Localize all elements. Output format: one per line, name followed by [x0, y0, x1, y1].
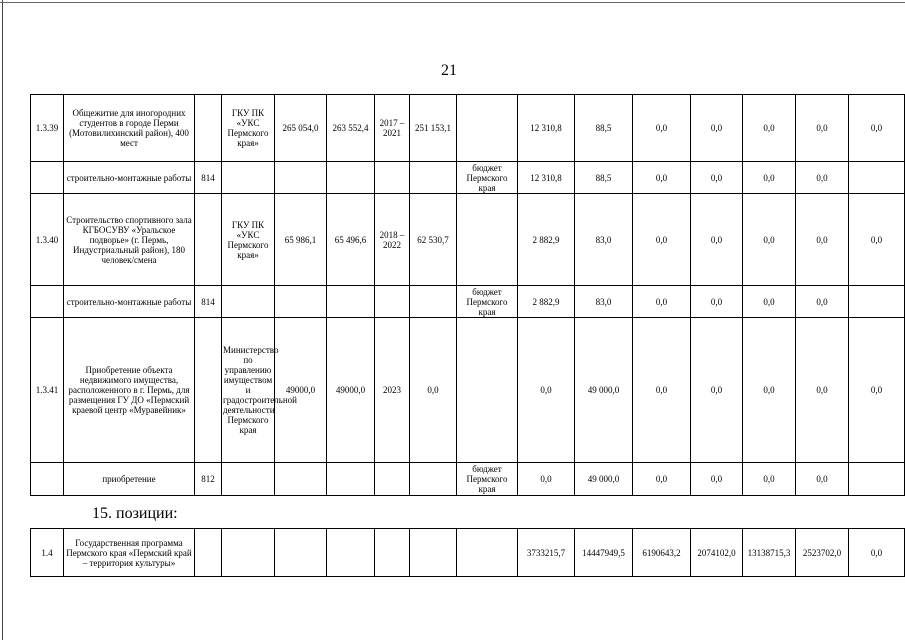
table-cell	[375, 162, 410, 194]
table-cell: бюджет Пермского края	[457, 162, 518, 194]
table-cell: строительно-монтажные работы	[64, 286, 195, 318]
table-cell: 0,0	[743, 162, 796, 194]
table-cell: 0,0	[743, 463, 796, 496]
bottom-table	[30, 528, 905, 577]
table-cell: 49000,0	[275, 318, 327, 463]
table-cell: 0,0	[518, 318, 575, 463]
table-cell: 12 310,8	[518, 95, 575, 162]
table-cell: 65 986,1	[275, 194, 327, 286]
table-cell: 0,0	[633, 463, 691, 496]
table-cell: 83,0	[575, 286, 633, 318]
table-cell: 1.4	[31, 529, 64, 577]
table-row	[31, 162, 905, 194]
table-cell	[410, 286, 457, 318]
table-cell	[275, 529, 327, 577]
table-cell: 0,0	[849, 318, 905, 463]
table-cell: бюджет Пермского края	[457, 286, 518, 318]
table-cell	[849, 286, 905, 318]
table-cell: 2017 – 2021	[375, 95, 410, 162]
table-row	[31, 529, 905, 577]
table-cell	[31, 162, 64, 194]
page-edge-left	[2, 0, 3, 640]
table-cell: 0,0	[743, 318, 796, 463]
table-cell: 0,0	[796, 95, 849, 162]
table-cell: 88,5	[575, 162, 633, 194]
table-cell: 1.3.40	[31, 194, 64, 286]
page-number: 21	[441, 62, 457, 79]
table-cell: 0,0	[633, 95, 691, 162]
table-cell	[222, 529, 275, 577]
table-cell: 0,0	[691, 463, 743, 496]
table-cell: 0,0	[796, 194, 849, 286]
table-cell: 62 530,7	[410, 194, 457, 286]
table-cell: 12 310,8	[518, 162, 575, 194]
table-cell	[31, 463, 64, 496]
table-cell: 0,0	[410, 318, 457, 463]
table-cell: 0,0	[691, 318, 743, 463]
table-cell: 0,0	[796, 162, 849, 194]
table-cell: 251 153,1	[410, 95, 457, 162]
table-cell	[410, 162, 457, 194]
table-cell: 0,0	[691, 286, 743, 318]
table-cell	[375, 529, 410, 577]
table-cell	[375, 463, 410, 496]
table-cell	[222, 286, 275, 318]
table-cell	[195, 318, 222, 463]
table-cell: 812	[195, 463, 222, 496]
table-cell	[327, 463, 375, 496]
table-cell	[327, 529, 375, 577]
table-cell: 3733215,7	[518, 529, 575, 577]
table-cell	[195, 194, 222, 286]
table-cell: 65 496,6	[327, 194, 375, 286]
table-cell: 0,0	[849, 194, 905, 286]
table-cell: 0,0	[743, 194, 796, 286]
table-cell	[410, 463, 457, 496]
table-cell: 0,0	[633, 318, 691, 463]
table-cell	[457, 318, 518, 463]
table-cell: 2023	[375, 318, 410, 463]
table-cell	[849, 463, 905, 496]
table-cell: 0,0	[849, 529, 905, 577]
table-row	[31, 463, 905, 496]
table-cell: 2523702,0	[796, 529, 849, 577]
table-row	[31, 286, 905, 318]
table-cell: 88,5	[575, 95, 633, 162]
table-cell	[275, 463, 327, 496]
table-cell	[457, 95, 518, 162]
table-cell: 0,0	[518, 463, 575, 496]
table-cell: Строительство спортивного зала КГБОСУВУ «Уральское подворье» (г. Пермь, Индустриальный район), 180 человек/смена	[64, 194, 195, 286]
main-table	[30, 94, 905, 496]
table-cell: 0,0	[691, 95, 743, 162]
table-cell: Государственная программа Пермского края «Пермский край – территория культуры»	[64, 529, 195, 577]
table-cell: 1.3.41	[31, 318, 64, 463]
table-cell	[457, 194, 518, 286]
table-cell	[275, 286, 327, 318]
table-cell: Приобретение объекта недвижимого имущества, расположенного в г. Пермь, для размещения ГУ ДО «Пермский краевой центр «Муравейник»	[64, 318, 195, 463]
section-heading: 15. позиции:	[92, 505, 178, 522]
table-cell	[327, 286, 375, 318]
table-cell: 265 054,0	[275, 95, 327, 162]
table-cell: 0,0	[743, 286, 796, 318]
table-cell: 83,0	[575, 194, 633, 286]
table-cell: 13138715,3	[743, 529, 796, 577]
table-cell: 2074102,0	[691, 529, 743, 577]
table-cell	[275, 162, 327, 194]
table-cell	[457, 529, 518, 577]
table-cell: 263 552,4	[327, 95, 375, 162]
table-cell	[222, 463, 275, 496]
table-cell: 0,0	[796, 286, 849, 318]
table-cell: приобретение	[64, 463, 195, 496]
table-cell: 2018 – 2022	[375, 194, 410, 286]
table-row	[31, 194, 905, 286]
table-cell: 49 000,0	[575, 463, 633, 496]
table-cell: 0,0	[633, 286, 691, 318]
table-cell: 0,0	[849, 95, 905, 162]
table-cell: бюджет Пермского края	[457, 463, 518, 496]
table-cell: 814	[195, 162, 222, 194]
table-cell: Общежитие для иногородних студентов в городе Перми (Мотовилихинский район), 400 мест	[64, 95, 195, 162]
table-cell	[849, 162, 905, 194]
table-row	[31, 318, 905, 463]
table-cell	[195, 95, 222, 162]
table-cell: 0,0	[691, 162, 743, 194]
table-cell	[375, 286, 410, 318]
table-cell: 0,0	[796, 318, 849, 463]
table-cell: 1.3.39	[31, 95, 64, 162]
table-cell: Министерство по управлению имуществом и градостроительной деятельности Пермского края	[222, 318, 275, 463]
table-cell: 0,0	[691, 194, 743, 286]
table-cell: 0,0	[633, 162, 691, 194]
table-cell	[327, 162, 375, 194]
table-cell: 6190643,2	[633, 529, 691, 577]
table-cell: ГКУ ПК «УКС Пермского края»	[222, 194, 275, 286]
table-cell	[31, 286, 64, 318]
table-cell	[222, 162, 275, 194]
table-cell: 2 882,9	[518, 286, 575, 318]
table-cell: 0,0	[743, 95, 796, 162]
table-cell: 814	[195, 286, 222, 318]
table-cell: 14447949,5	[575, 529, 633, 577]
table-cell	[410, 529, 457, 577]
page-edge-top	[0, 2, 905, 3]
table-cell: строительно-монтажные работы	[64, 162, 195, 194]
table-cell	[195, 529, 222, 577]
table-cell: 49 000,0	[575, 318, 633, 463]
table-cell: 2 882,9	[518, 194, 575, 286]
table-cell: 49000,0	[327, 318, 375, 463]
table-row	[31, 95, 905, 162]
table-cell: 0,0	[796, 463, 849, 496]
table-cell: ГКУ ПК «УКС Пермского края»	[222, 95, 275, 162]
table-cell: 0,0	[633, 194, 691, 286]
